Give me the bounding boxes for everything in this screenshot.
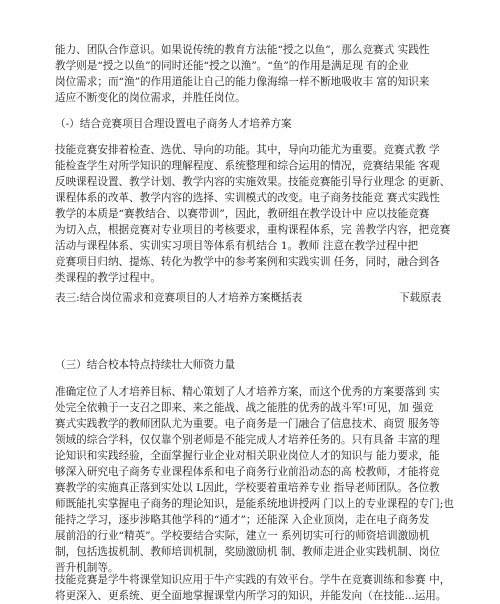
text-line: 展前沿的行业“精英”。学校要结合实际，建立一 系列切实可行的师资培训激励机 — [55, 530, 430, 542]
text-line: 处完全依赖于一支召之即来、来之能战、战之能胜的优秀的战斗军!可见，加 强竞 — [55, 402, 434, 414]
text-line: 教学的本质是“赛教结合、以赛带训”，因此，教研组在教学设计中 应以技能竞赛 — [55, 208, 430, 220]
text-line: 师既能扎实掌握电子商务的理论知识，是能系统地讲授两 门以上的专业课程的专门;也 — [55, 498, 454, 510]
text-line: 为切入点，根据竞赛对专业项目的考核要求，重构课程体系，完 善教学内容，把竞赛 — [55, 224, 451, 236]
text-line: 类课程的教学过程中。 — [55, 272, 161, 284]
text-line: 论知识和实践经验，全面掌握行业企业对相关职业岗位人才的知识与 能力要求，能 — [55, 450, 440, 462]
table-caption: 表三:结合岗位需求和竞赛项目的人才培养方案概括表 — [55, 292, 303, 304]
text-line: 反映课程设置、教学计划、教学内容的实施效果。技能竞赛能引导行业理念 的更新、 — [55, 176, 451, 188]
text-line: 将更深入、更系统、更全面地掌握课堂内所学习的知识，并能发向（在技能...运用。 — [55, 590, 447, 602]
section-heading-2: （三）结合校本特点持续壮大师资力量 — [55, 359, 236, 371]
paragraph-4 — [55, 572, 469, 604]
text-line: 制，包括选拔机制、教师培训机制，奖励激励机 制、教师走进企业实践机制、岗位 — [55, 546, 440, 558]
text-line: 课程体系的改革、教学内容的选择、实训模式的改变。电子商务技能竞 赛式实践性 — [55, 192, 440, 204]
text-line: 够深入研究电子商务专业课程体系和电子商务行业前沿动态的高 校教师，才能将竞 — [55, 466, 440, 478]
text-line: 能检查学生对所学知识的理解程度、系统整理和综合运用的情况，竞赛结果能 客观 — [55, 160, 440, 172]
text-line: 赛式实践教学的教师团队尤为重要。电子商务是一门融合了信息技术、商贸 服务等 — [55, 418, 440, 430]
text-line: 能持之学习，逐步涉略其他学科的“通才”；还能深 入企业顶岗，走在电子商务发 — [55, 514, 430, 526]
text-line: 竞赛项目归纳、提炼、转化为教学中的参考案例和实践实训 任务，同时，融合到各 — [55, 256, 440, 268]
text-line: 准确定位了人才培养目标、精心策划了人才培养方案，而这个优秀的方案要落到 实 — [55, 386, 440, 398]
text-line: 赛教学的实施真正落到实处以 L因此，学校要着重培养专业 指导老师团队。各位教 — [55, 482, 440, 494]
paragraph-3 — [55, 384, 469, 576]
text-line: 活动与课程体系、实训实习项目等体系有机结合 1。教师 注意在教学过程中把 — [55, 240, 419, 252]
text-line: 岗位需求；而“渔”的作用道能让自己的能力像海绵一样不断地吸收丰 富的知识来 — [55, 76, 430, 88]
paragraph-1 — [55, 42, 469, 106]
download-table-link[interactable]: 下载原表 — [399, 292, 442, 304]
text-line: 领域的综合学科，仅仅靠个别老师是不能完成人才培养任务的。只有具备 丰富的理 — [55, 434, 440, 446]
text-line: 教学则是“授之以鱼”的同时还能“授之以渔”。“鱼”的作用是满足现 有的企业 — [55, 60, 409, 72]
text-line: 能力、团队合作意识。如果说传统的教育方法能“授之以鱼”，那么竞赛式 实践性 — [55, 44, 430, 56]
text-line: 适应不断变化的岗位需求，并胜任岗位。 — [55, 92, 246, 104]
text-line: 技能竞赛安排着检查、选优、导向的功能。其中，导向功能尤为重要。竞赛式教 学 — [55, 144, 440, 156]
paragraph-2 — [55, 142, 469, 286]
text-line: 晋升机制等。 — [55, 562, 119, 574]
table-caption-row — [55, 290, 469, 306]
text-line: 技能竞赛是学牛将课堂知识应用于牛产实践的有效平台。学牛在竞赛训练和参赛 中， — [55, 574, 451, 586]
section-heading-1: （-）结合竞赛项目合理设置电子商务人才培养方案 — [55, 118, 292, 130]
